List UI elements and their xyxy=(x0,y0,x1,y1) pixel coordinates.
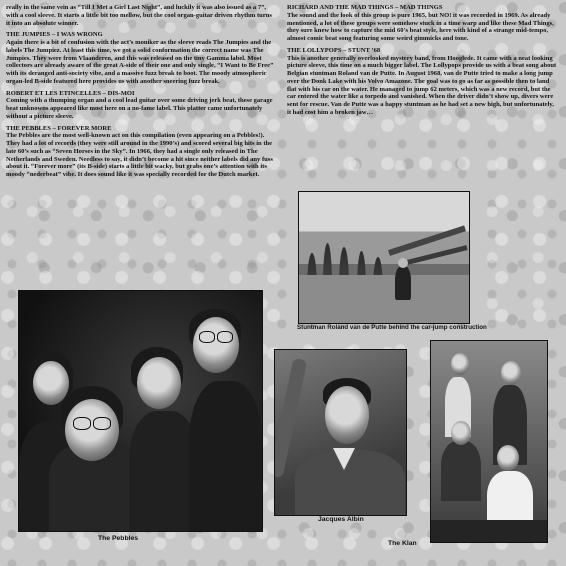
klan-photo xyxy=(430,340,548,543)
jumpies-body: Again there is a bit of confusion with the act’s moniker as the sleeve reads The Jumpies and the labels The Jumpiez. At least this time, we got a solid conformation the correct name was The Jumpies. They were from Vlaanderen, and this was released on the tiny Gamma label. Most collectors are already aware of the great A-side of their one and only single, “I Want to Be Free” with its deranged anti-society vibe, and a massive fuzz break to boot. The moody atmospheric organ-led B-side featured here provides us with another sneering fuzz break. xyxy=(6,39,274,85)
pebbles-caption: The Pebbles xyxy=(98,535,139,542)
left-text-column xyxy=(6,4,276,183)
pebbles-body: The Pebbles are the most well-known act on this compilation (even appearing on a Pebbles!). They had a lot of records (they were still around in the 1990’s) and scored several big hits in the late 60’s such as “Seven Horses in the Sky”. In 1966, they had a single only released in The Netherlands and Sweden. Needless to say, it didn’t become a hit since neither labels did any fuss about it. “Forever more” (its B-side) starts a little bit wacky, but grabs one’s attention with its moody “nederbeat” vibe. It does sound like it was specially recorded for the Dutch market. xyxy=(6,132,273,178)
stuntman-caption: Stuntman Roland van de Putte behind the car-jump construction xyxy=(297,324,487,331)
pebbles-photo xyxy=(18,290,263,532)
lollypops-body: This is another generally overlooked mystery band, from Hooglede. It came with a neat looking picture sleeve, this time on a much bigger label. The Lollypops provide us with a beat song about Belgian stuntman Roland van de Putte. In August 1968, van de Putte tried to make a long jump over the Donk Lake with his Volvo Amazone. The goal was to go as far as possible then to land flat with his car on the water. He managed to jump 62 meters, which was a new record, but the car entered the water like a torpedo and vanished. When the driver didn’t show up, divers were sent for rescue. Van de Putte was a happy stuntman as he had set a new high, but unfortunately, it had cost him a broken jaw… xyxy=(287,54,557,116)
pebbles-heading: THE PEBBLES – FOREVER MORE xyxy=(6,124,112,132)
right-text-column xyxy=(287,4,558,121)
klan-caption: The Klan xyxy=(388,540,417,547)
lollypops-heading: THE LOLLYPOPS – STUNT ’68 xyxy=(287,46,381,54)
stuntman-photo xyxy=(298,191,470,324)
intro-paragraph: really in the same vein as “Till I Met a Girl Last Night”, and luckily it was also issued as a 7”, with a cool sleeve. It starts a little bit too mellow, but the cool organ-guitar driven rhythm turns it into an absolute winner. xyxy=(6,4,272,27)
jumpies-heading: THE JUMPIES – I WAS WRONG xyxy=(6,31,103,39)
richard-body: The sound and the look of this group is pure 1965, but NO! it was recorded in 1969. As already mentioned, a lot of these groups were somehow stuck in a time warp and like these Mad Things, they sure knew how to capture the mid 60’s beat style, here with kind of a strange mid-tempo, almost comic beat song featuring some weird gimmicks and tone. xyxy=(287,11,554,42)
robert-heading: ROBERT ET LES ETINCELLES – DIS-MOI xyxy=(6,89,135,97)
jacques-albin-photo xyxy=(274,349,407,516)
richard-heading: RICHARD AND THE MAD THINGS – MAD THINGS xyxy=(287,4,443,11)
robert-body: Coming with a thumping organ and a cool lead guitar over some driving jerk beat, these garage beat unknowns appeared like most here on a no-fame label. This platter came unfortunately without a picture sleeve. xyxy=(6,97,273,120)
jacques-albin-caption: Jacques Albin xyxy=(318,516,364,523)
